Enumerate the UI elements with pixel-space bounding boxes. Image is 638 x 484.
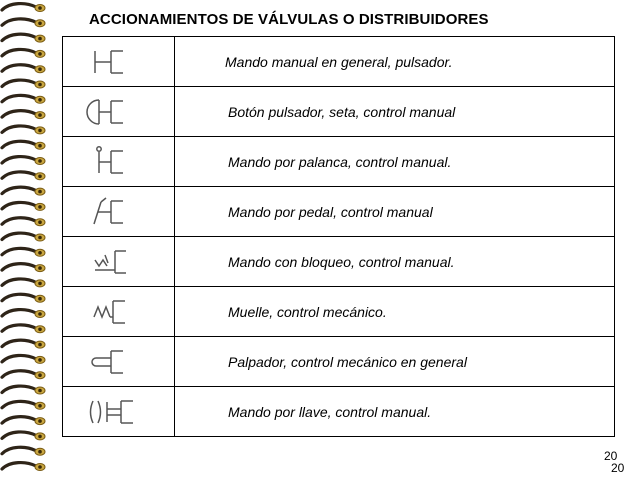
spiral-ring: [2, 218, 45, 226]
spiral-ring: [2, 49, 45, 57]
spiral-ring: [2, 80, 45, 88]
table-row: [63, 287, 614, 337]
spiral-ring: [2, 355, 45, 363]
table-row: [63, 87, 614, 137]
spiral-ring: [2, 294, 45, 302]
row-description: Muelle, control mecánico.: [228, 303, 387, 320]
spiral-ring: [2, 447, 45, 455]
spiral-ring: [2, 371, 45, 379]
spiral-ring: [2, 386, 45, 394]
spiral-ring: [2, 310, 45, 318]
spiral-ring: [2, 187, 45, 195]
spiral-ring: [2, 264, 45, 272]
plunger-icon: [63, 337, 174, 386]
spiral-ring: [2, 65, 45, 73]
row-description: Mando manual en general, pulsador.: [225, 53, 453, 70]
spring-icon: [63, 287, 174, 336]
key-icon: [63, 387, 174, 437]
row-description: Palpador, control mecánico en general: [228, 353, 467, 370]
page-number: 20: [604, 449, 618, 463]
spiral-ring: [2, 95, 45, 103]
spiral-ring: [2, 157, 45, 165]
table-row: [63, 37, 614, 87]
spiral-ring: [2, 340, 45, 348]
spiral-ring: [2, 401, 45, 409]
table-row: [63, 387, 614, 437]
symbols-table: [62, 36, 615, 437]
page-title: ACCIONAMIENTOS DE VÁLVULAS O DISTRIBUIDORES: [89, 11, 489, 28]
table-row: [63, 237, 614, 287]
spiral-ring: [2, 141, 45, 149]
spiral-ring: [2, 34, 45, 42]
spiral-ring: [2, 172, 45, 180]
manual-general-icon: [63, 37, 174, 86]
spiral-ring: [2, 432, 45, 440]
spiral-ring: [2, 248, 45, 256]
push-button-mushroom-icon: [63, 87, 174, 136]
page-number-secondary: 20: [611, 461, 625, 475]
row-description: Mando con bloqueo, control manual.: [228, 253, 455, 270]
pedal-icon: [63, 187, 174, 236]
table-row: [63, 187, 614, 237]
notebook-spiral: [0, 0, 52, 479]
spiral-ring: [2, 417, 45, 425]
row-description: Mando por palanca, control manual.: [228, 153, 452, 170]
spiral-ring: [2, 325, 45, 333]
table-row: [63, 337, 614, 387]
spiral-ring: [2, 4, 45, 12]
row-description: Botón pulsador, seta, control manual: [228, 103, 456, 120]
spiral-ring: [2, 202, 45, 210]
spiral-ring: [2, 19, 45, 27]
lever-icon: [63, 137, 174, 186]
spiral-ring: [2, 279, 45, 287]
detent-lock-icon: [63, 237, 174, 286]
spiral-ring: [2, 126, 45, 134]
row-description: Mando por llave, control manual.: [228, 404, 432, 420]
row-description: Mando por pedal, control manual: [228, 203, 433, 220]
table-row: [63, 137, 614, 187]
spiral-ring: [2, 233, 45, 241]
spiral-ring: [2, 463, 45, 471]
spiral-ring: [2, 111, 45, 119]
